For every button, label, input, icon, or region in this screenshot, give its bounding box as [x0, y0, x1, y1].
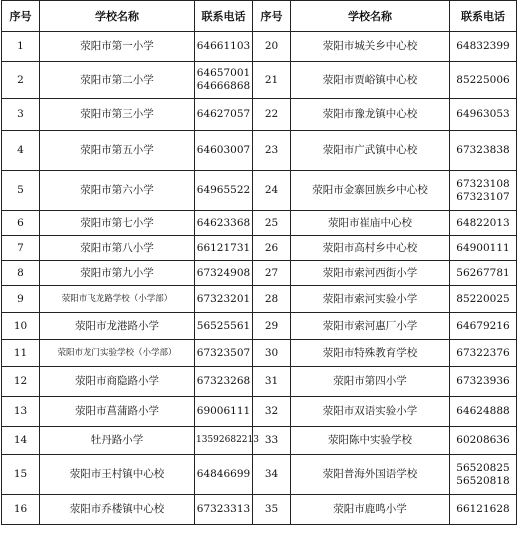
header-phone: 联系电话	[195, 1, 253, 32]
phone-number: 56267781	[456, 266, 510, 279]
table-row	[2, 367, 517, 397]
school-name-cell: 荥阳市索河实验小学	[291, 286, 450, 313]
phone-cell	[450, 171, 517, 211]
header-school-name: 学校名称	[40, 1, 195, 32]
serial-cell: 3	[2, 99, 40, 131]
phone-number: 69006111	[196, 405, 251, 417]
serial-cell: 13	[2, 397, 40, 427]
phone-number: 85225006	[456, 73, 510, 86]
phone-number: 64666868	[196, 80, 251, 92]
school-name-cell: 荥阳陈中实验学校	[291, 427, 450, 455]
phone-number: 56520818	[456, 474, 510, 487]
serial-cell: 21	[253, 62, 291, 99]
serial-cell: 20	[253, 32, 291, 62]
table-row	[2, 313, 517, 340]
phone-cell	[195, 367, 253, 397]
school-name-cell: 荥阳市龙门实验学校（小学部）	[40, 340, 195, 367]
serial-cell: 5	[2, 171, 40, 211]
school-name-cell: 荥阳市乔楼镇中心校	[40, 495, 195, 525]
school-name-cell: 荥阳市第六小学	[40, 171, 195, 211]
phone-number: 64603007	[196, 144, 251, 156]
table-row	[2, 211, 517, 236]
school-name-cell: 荥阳市索河惠厂小学	[291, 313, 450, 340]
school-name-cell: 荥阳市第一小学	[40, 32, 195, 62]
serial-cell: 12	[2, 367, 40, 397]
phone-number: 66121628	[456, 503, 510, 515]
serial-cell: 33	[253, 427, 291, 455]
serial-cell: 30	[253, 340, 291, 367]
phone-number: 64846699	[196, 468, 251, 480]
school-name-cell: 荥阳市高村乡中心校	[291, 236, 450, 261]
phone-cell	[195, 427, 259, 455]
serial-cell: 6	[2, 211, 40, 236]
serial-cell: 22	[253, 99, 291, 131]
school-name-cell: 荥阳市第五小学	[40, 131, 195, 171]
phone-number: 56525561	[196, 319, 251, 332]
phone-number: 67323313	[196, 503, 251, 515]
phone-cell	[450, 397, 517, 427]
school-name-cell: 荥阳市第八小学	[40, 236, 195, 261]
phone-number: 64657001	[196, 67, 251, 79]
phone-cell	[450, 455, 517, 495]
school-name-cell: 牡丹路小学	[40, 427, 195, 455]
header-serial: 序号	[2, 1, 40, 32]
serial-cell: 14	[2, 427, 40, 455]
phone-number: 67322376	[456, 346, 510, 359]
school-name-cell: 荥阳市第九小学	[40, 261, 195, 286]
table-row	[2, 286, 517, 313]
serial-cell: 29	[253, 313, 291, 340]
phone-cell	[195, 62, 253, 99]
serial-cell: 35	[253, 495, 291, 525]
phone-cell	[195, 286, 253, 313]
phone-cell	[195, 495, 253, 525]
phone-number: 64679216	[456, 319, 510, 332]
phone-cell	[195, 397, 253, 427]
phone-number: 67323201	[196, 292, 251, 305]
header-serial: 序号	[253, 1, 291, 32]
serial-cell: 26	[253, 236, 291, 261]
phone-number: 67323507	[196, 346, 251, 359]
phone-cell	[195, 313, 253, 340]
serial-cell: 24	[253, 171, 291, 211]
school-contact-table	[1, 0, 517, 525]
phone-cell	[195, 211, 253, 236]
phone-number: 85220025	[456, 292, 510, 305]
phone-number: 67323936	[456, 375, 510, 387]
serial-cell: 34	[253, 455, 291, 495]
phone-cell	[195, 32, 253, 62]
school-name-cell: 荥阳市第四小学	[291, 367, 450, 397]
phone-number: 64900111	[456, 241, 510, 254]
phone-number: 60208636	[456, 434, 510, 446]
school-name-cell: 荥阳市贾峪镇中心校	[291, 62, 450, 99]
school-name-cell: 荥阳市广武镇中心校	[291, 131, 450, 171]
school-name-cell: 荥阳市豫龙镇中心校	[291, 99, 450, 131]
phone-cell	[450, 367, 517, 397]
serial-cell: 27	[253, 261, 291, 286]
serial-cell: 23	[253, 131, 291, 171]
school-name-cell: 荥阳市城关乡中心校	[291, 32, 450, 62]
table-row	[2, 236, 517, 261]
phone-cell	[195, 236, 253, 261]
phone-number: 56520825	[456, 461, 510, 474]
serial-cell: 9	[2, 286, 40, 313]
school-name-cell: 荥阳普海外国语学校	[291, 455, 450, 495]
phone-cell	[450, 340, 517, 367]
phone-cell	[450, 313, 517, 340]
header-phone: 联系电话	[450, 1, 517, 32]
serial-cell: 32	[253, 397, 291, 427]
phone-number: 67323268	[196, 375, 251, 387]
school-name-cell: 荥阳市崔庙中心校	[291, 211, 450, 236]
serial-cell: 16	[2, 495, 40, 525]
serial-cell: 8	[2, 261, 40, 286]
phone-number: 64661103	[196, 40, 251, 52]
table-row	[2, 171, 517, 211]
phone-number: 67323838	[456, 144, 510, 156]
phone-cell	[195, 171, 253, 211]
table-row	[2, 427, 517, 455]
serial-cell: 15	[2, 455, 40, 495]
table-row	[2, 397, 517, 427]
phone-cell	[450, 62, 517, 99]
school-name-cell: 荥阳市第三小学	[40, 99, 195, 131]
phone-number: 66121731	[196, 241, 251, 254]
school-name-cell: 荥阳市第二小学	[40, 62, 195, 99]
school-name-cell: 荥阳市鹿鸣小学	[291, 495, 450, 525]
table-row	[2, 495, 517, 525]
serial-cell: 1	[2, 32, 40, 62]
phone-number: 13592682213	[196, 435, 259, 445]
phone-number: 64627057	[196, 108, 251, 120]
serial-cell: 28	[253, 286, 291, 313]
table-row	[2, 340, 517, 367]
header-row	[2, 1, 517, 32]
phone-cell	[450, 236, 517, 261]
school-name-cell: 荥阳市金寨回族乡中心校	[291, 171, 450, 211]
phone-number: 64965522	[196, 184, 251, 196]
phone-cell	[450, 495, 517, 525]
phone-cell	[450, 32, 517, 62]
serial-cell: 2	[2, 62, 40, 99]
header-school-name: 学校名称	[291, 1, 450, 32]
school-name-cell: 荥阳市商隐路小学	[40, 367, 195, 397]
school-name-cell: 荥阳市菖蒲路小学	[40, 397, 195, 427]
serial-cell: 10	[2, 313, 40, 340]
phone-cell	[450, 99, 517, 131]
school-name-cell: 荥阳市龙港路小学	[40, 313, 195, 340]
phone-cell	[195, 99, 253, 131]
school-name-cell: 荥阳市第七小学	[40, 211, 195, 236]
phone-number: 64963053	[456, 108, 510, 120]
phone-cell	[450, 211, 517, 236]
school-name-cell: 荥阳市飞龙路学校（小学部）	[40, 286, 195, 313]
table-row	[2, 261, 517, 286]
phone-cell	[450, 427, 517, 455]
phone-cell	[195, 455, 253, 495]
phone-number: 64832399	[456, 40, 510, 52]
phone-cell	[450, 286, 517, 313]
serial-cell: 7	[2, 236, 40, 261]
school-name-cell: 荥阳市双语实验小学	[291, 397, 450, 427]
table-row	[2, 32, 517, 62]
phone-number: 67323107	[456, 190, 510, 203]
serial-cell: 4	[2, 131, 40, 171]
phone-cell	[450, 131, 517, 171]
phone-cell	[450, 261, 517, 286]
school-name-cell: 荥阳市特殊教育学校	[291, 340, 450, 367]
serial-cell: 31	[253, 367, 291, 397]
school-name-cell: 荥阳市王村镇中心校	[40, 455, 195, 495]
serial-cell: 11	[2, 340, 40, 367]
phone-number: 64822013	[456, 216, 510, 229]
phone-number: 64623368	[196, 216, 251, 229]
phone-number: 67323108	[456, 177, 510, 190]
table-row	[2, 131, 517, 171]
phone-cell	[195, 340, 253, 367]
phone-number: 64624888	[456, 405, 510, 417]
phone-number: 67324908	[196, 266, 251, 279]
serial-cell: 25	[253, 211, 291, 236]
table-row	[2, 62, 517, 99]
phone-cell	[195, 131, 253, 171]
school-name-cell: 荥阳市索河西街小学	[291, 261, 450, 286]
table-row	[2, 455, 517, 495]
table-row	[2, 99, 517, 131]
phone-cell	[195, 261, 253, 286]
